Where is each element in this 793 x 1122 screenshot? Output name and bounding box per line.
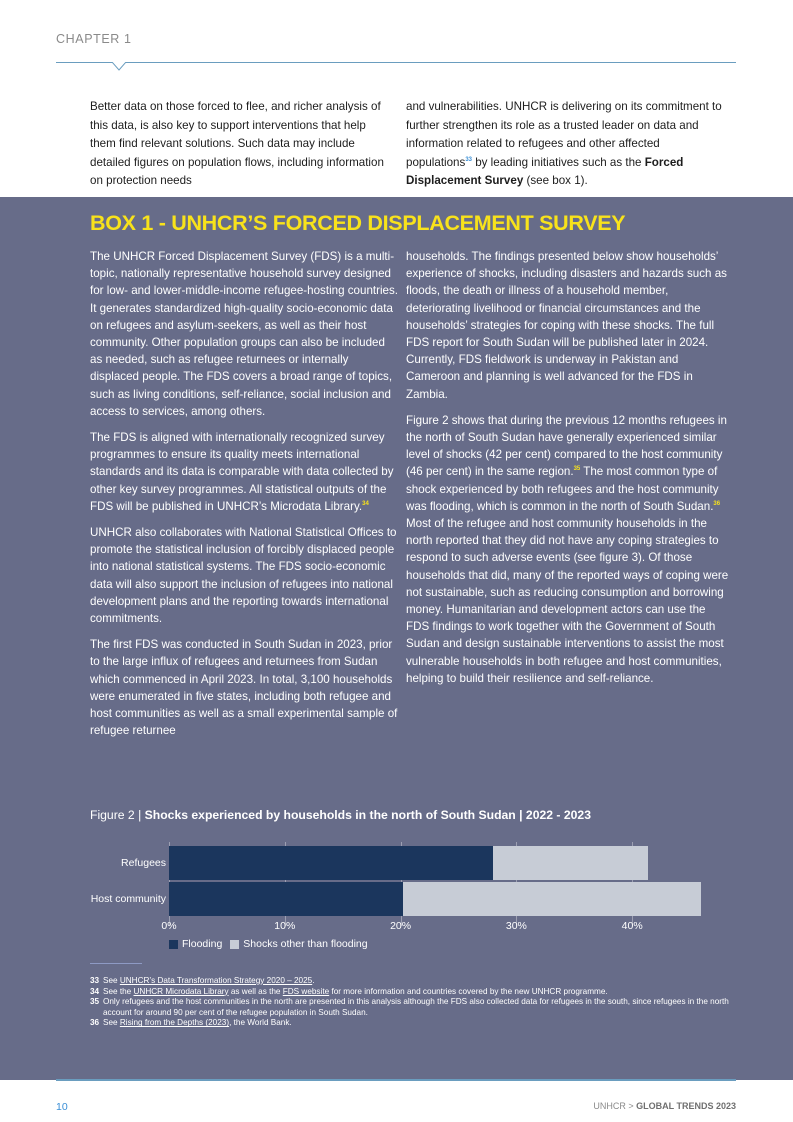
footnote-link[interactable]: UNHCR Microdata Library: [133, 986, 229, 996]
box-paragraph: [406, 412, 731, 687]
box-paragraph: UNHCR also collaborates with National Statistical Offices to promote the statistical inclusion of forcibly displaced people into national statistical systems. The FDS socio-economic data will also support the inclusion of refugees into national development plans and the reporting towards international commitments.: [90, 526, 397, 626]
legend-label: Flooding: [182, 938, 223, 950]
intro-left-paragraph: Better data on those forced to flee, and richer analysis of this data, is also key to support interventions that help them find relevant solutions. Such data may include detailed figures on population flows, including information on protection needs: [90, 100, 384, 188]
bar-segment: [403, 882, 701, 916]
category-label: Host community: [90, 893, 166, 905]
legend-item-flooding: [169, 938, 222, 950]
box-left-column: [90, 248, 400, 748]
legend-swatch-icon: [169, 940, 178, 949]
intro-text: (see box 1).: [523, 174, 588, 188]
x-tick-label: 0%: [161, 920, 177, 932]
footnote-text: for more information and countries covered by the new UNHCR programme.: [329, 986, 608, 996]
intro-text: by leading initiatives such as the: [472, 155, 645, 169]
publication-source: [593, 1101, 736, 1111]
footnote-number: 34: [90, 986, 100, 996]
box-paragraph: households. The findings presented below show households’ experience of shocks, including disasters and hazards such as floods, the death or illness of a household member, deteriorating livelihood or financial circumstances and the households’ strategies for coping with these shocks. The full FDS report for South Sudan will be published later in 2024. Currently, FDS fieldwork is underway in Pakistan and Cameroon and planning is well advanced for the FDS in Zambia.: [406, 250, 727, 401]
footnote-text: See: [103, 1018, 120, 1028]
legend-label: Shocks other than flooding: [243, 938, 368, 950]
footnote-ref-33[interactable]: 33: [465, 156, 472, 163]
bar-segment: [169, 882, 403, 916]
footnote-35: [90, 997, 730, 1018]
box-paragraph: [90, 429, 400, 515]
footnote-number: 36: [90, 1018, 100, 1028]
x-tick-label: 20%: [390, 920, 412, 932]
box-paragraph: The UNHCR Forced Displacement Survey (FDS) is a multi-topic, nationally representative household survey designed for low- and lower-middle-income refugee-hosting countries. It generates standardized high-quality socio-economic data on refugees and asylum-seekers, as well as their host community. Other population groups can also be included as needed, such as refugee returnees or internally displaced people. The FDS covers a broad range of topics, such as living conditions, self-reliance, social inclusion and access to services, among others.: [90, 250, 399, 418]
footnote-text: .: [312, 976, 315, 985]
legend: [169, 938, 372, 950]
box-text: The FDS is aligned with internationally recognized survey programmes to ensure its quality meets international standards and its data is comparable with data collected by other key survey programmes. All statistical outputs of the FDS will be published in UNHCR’s Microdata Library.: [90, 431, 394, 513]
footnote-text: See: [103, 976, 120, 985]
figure-label: Figure 2 |: [90, 808, 145, 822]
box-text: Figure 2 shows that during the previous 12 months refugees in the north of South Sudan have generally experienced similar level of shocks (42 per cent) compared to the host community (46 per cent) in the same region.: [406, 413, 727, 479]
chapter-label: CHAPTER 1: [56, 32, 132, 46]
x-tick-label: 10%: [274, 920, 296, 932]
footnote-number: 35: [90, 997, 100, 1007]
legend-swatch-icon: [230, 940, 239, 949]
page-number: 10: [56, 1101, 68, 1113]
footnote-ref-35[interactable]: 35: [573, 466, 581, 473]
legend-item-other-shocks: [230, 938, 367, 950]
box-right-column: [406, 248, 731, 696]
source-title: GLOBAL TRENDS 2023: [636, 1101, 736, 1111]
footnote-36: [90, 1018, 730, 1029]
intro-right-paragraph: [406, 98, 726, 191]
box-text: The most common type of shock experienced by both refugees and the host community was flooding, which is common in the north of South Sudan.: [406, 465, 719, 513]
footnote-ref-36[interactable]: 36: [713, 500, 721, 507]
source-prefix: UNHCR >: [593, 1101, 637, 1111]
footnote-ref-34[interactable]: 34: [362, 500, 369, 507]
figure-caption: [90, 808, 591, 822]
box-paragraph: The first FDS was conducted in South Sudan in 2023, prior to the large influx of refugees and returnees from Sudan which commenced in April 2023. In total, 3,100 households were enumerated in five states, including both refugee and host communities as well as a small experimental sample of refugee returnee: [90, 638, 398, 738]
footnote-text: as well as the: [228, 986, 283, 996]
box-title: BOX 1 - UNHCR’S FORCED DISPLACEMENT SURVEY: [90, 211, 626, 235]
footnote-link[interactable]: Rising from the Depths (2023): [119, 1018, 230, 1028]
intro-bold-term: Forced Displacement Survey: [406, 155, 684, 188]
footer-rule: [56, 1079, 736, 1081]
box-text: Most of the refugee and host community households in the north reported that they did not have any coping strategies to respond to such adverse events (see figure 3). Of those households that did, many of the reported ways of coping were not sustainable, such as reducing consumption and borrowing money. Humanitarian and development actors can use the FDS findings to work together with the Government of South Sudan and design sustainable interventions to assist the most vulnerable households in both refugee and host communities, helping to build their resilience and self-reliance.: [406, 517, 729, 685]
category-label: Refugees: [121, 857, 166, 869]
header-notch-icon: [112, 62, 126, 72]
footnotes: [90, 976, 730, 1029]
x-tick-label: 30%: [505, 920, 527, 932]
footnote-text: Only refugees and the host communities in the north are presented in this analysis although the FDS also collected data for refugees in the south, since refugees in the north account for around 90 per cent of the refugee population in South Sudan.: [103, 997, 729, 1017]
intro-text: and vulnerabilities. UNHCR is delivering on its commitment to further strengthen its role as a trusted leader on data and information related to refugees and other affected populations: [406, 100, 722, 169]
bar-segment: [493, 846, 648, 880]
footnote-34: [90, 987, 730, 998]
bar-segment: [169, 846, 493, 880]
stacked-bar-chart: [80, 838, 720, 958]
footnote-text: See the: [103, 986, 134, 996]
header-rule: [56, 62, 736, 63]
figure-title: Shocks experienced by households in the north of South Sudan | 2022 - 2023: [144, 808, 591, 822]
footnote-divider: [90, 963, 142, 964]
x-tick-label: 40%: [621, 920, 643, 932]
footnote-link[interactable]: FDS website: [282, 986, 330, 996]
footnote-33: [90, 976, 730, 987]
footnote-number: 33: [90, 976, 100, 985]
footnote-text: , the World Bank.: [229, 1018, 292, 1028]
footnote-link[interactable]: UNHCR’s Data Transformation Strategy 2020 – 2025: [119, 976, 313, 985]
